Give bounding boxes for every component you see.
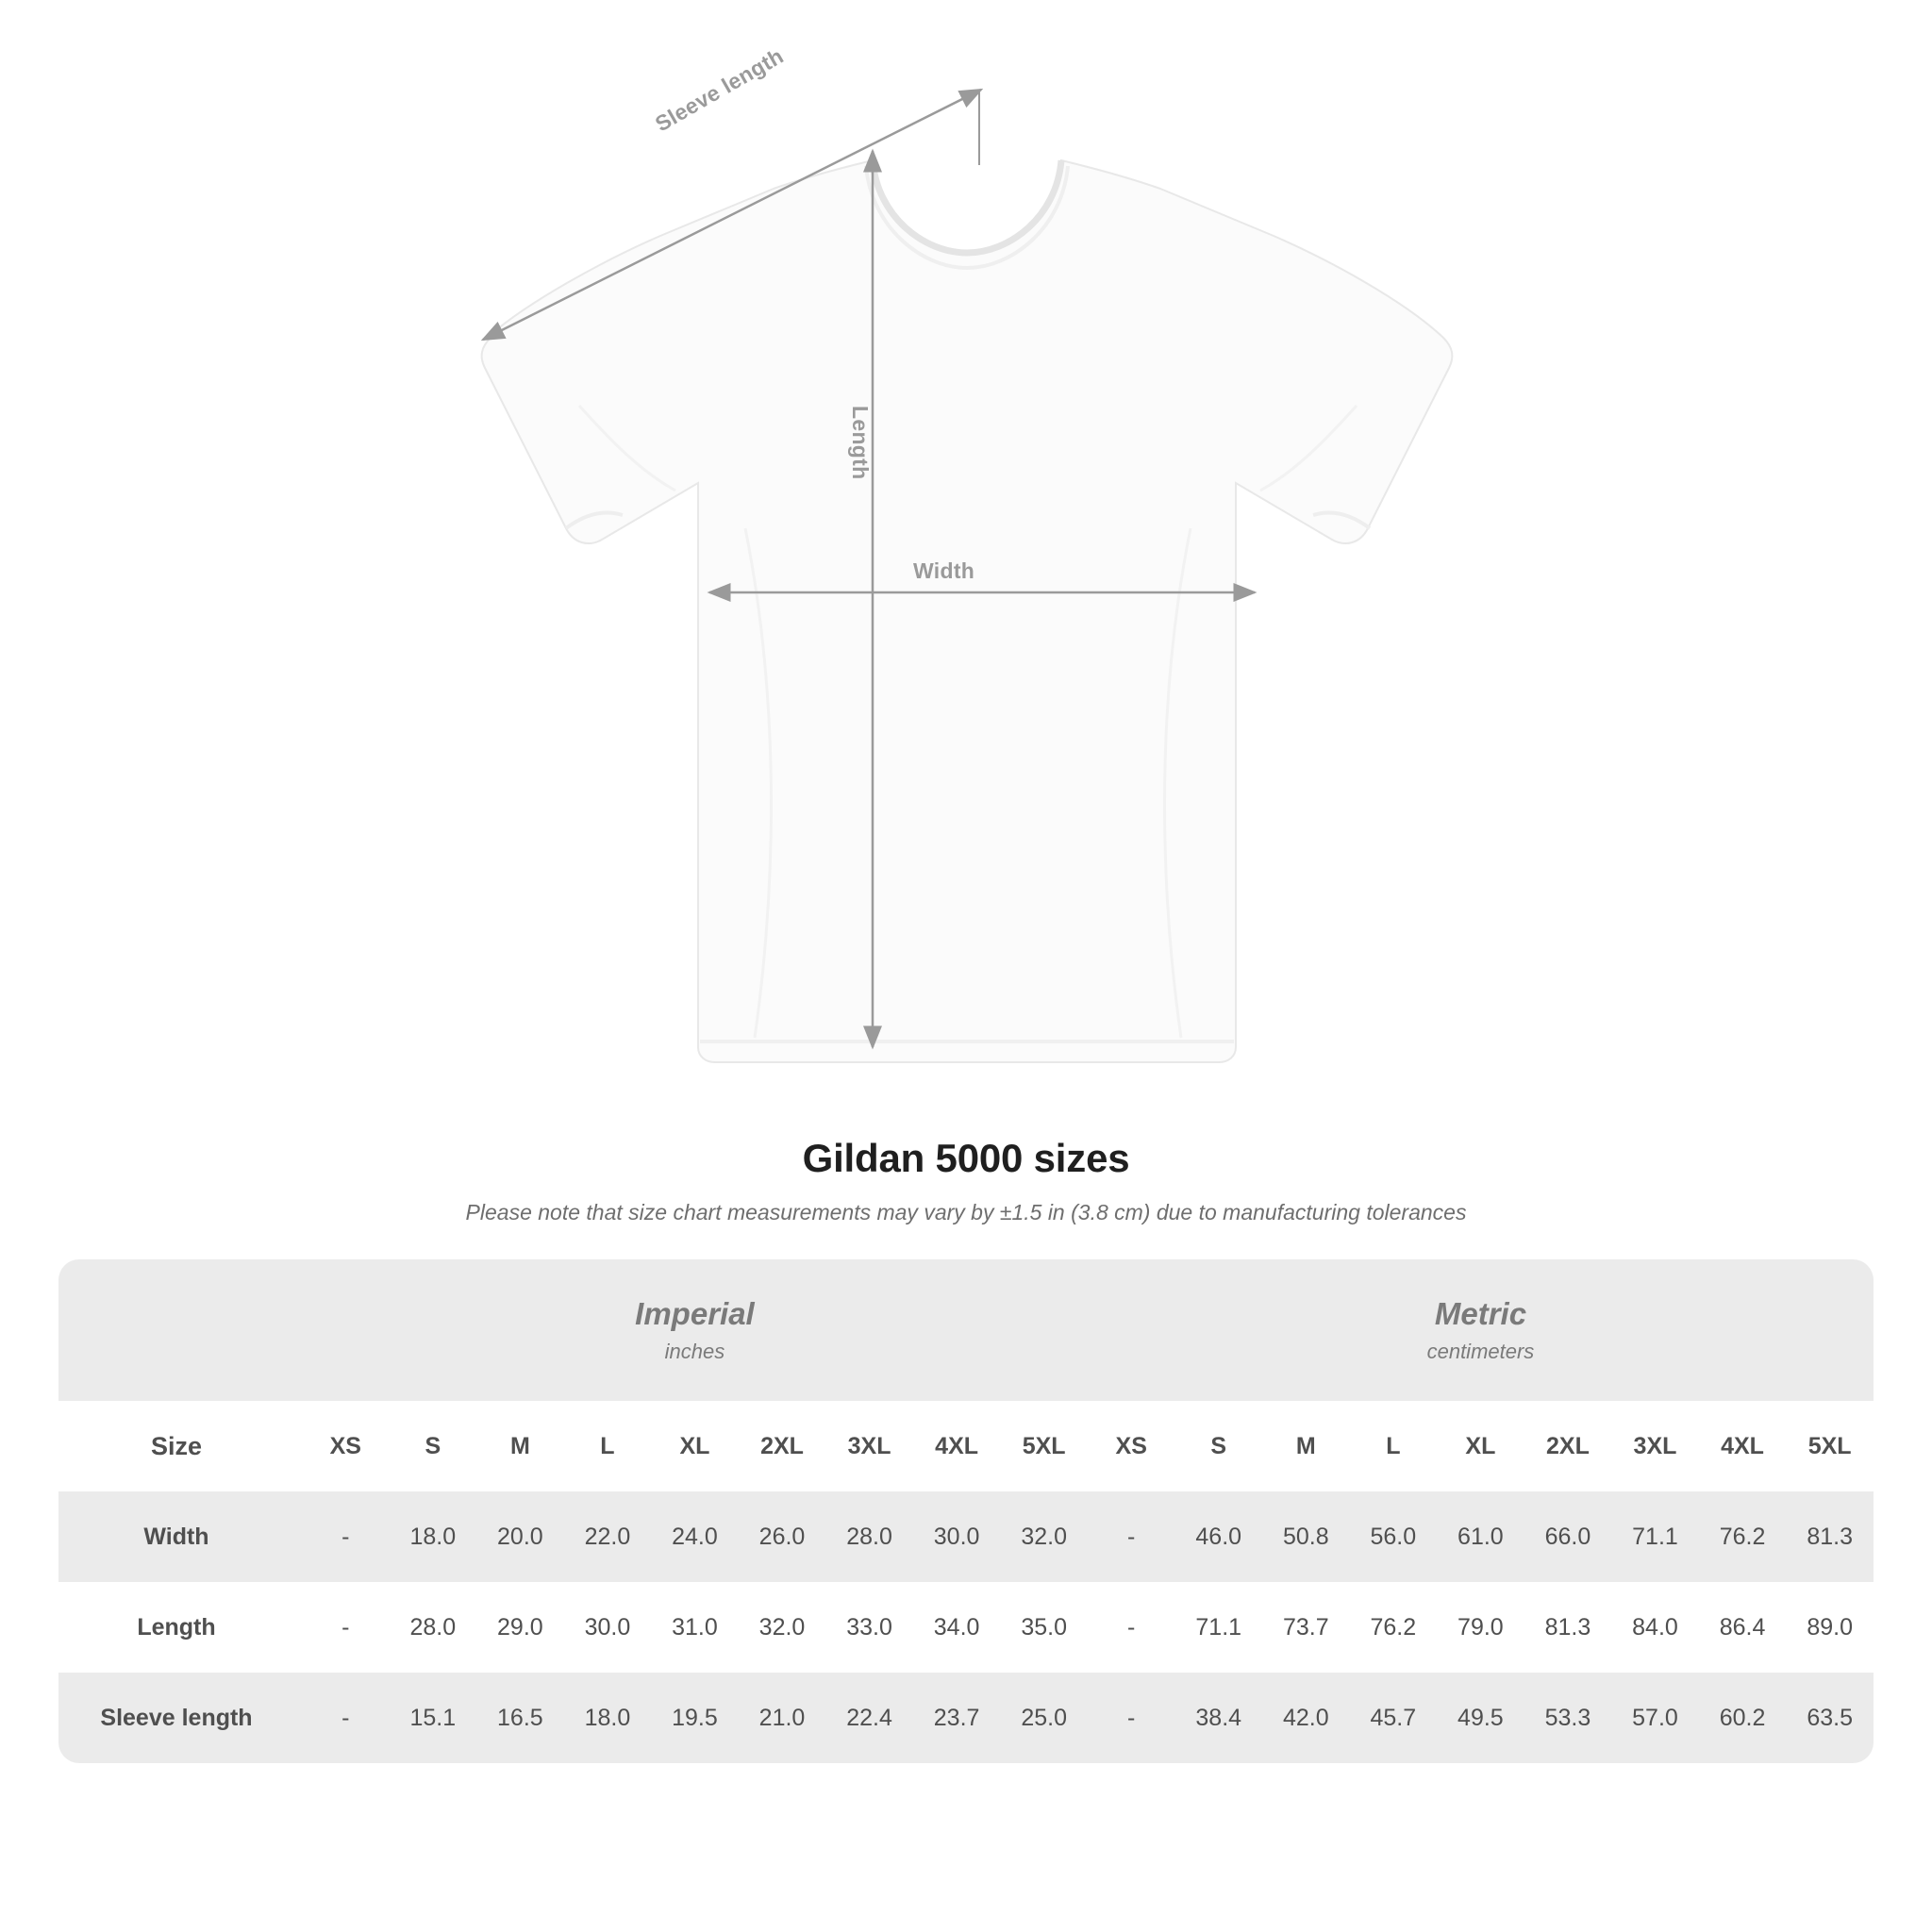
size-header-metric-l: L (1350, 1401, 1438, 1491)
size-header-metric-s: S (1174, 1401, 1262, 1491)
cell-length-imperial-2xl: 32.0 (739, 1582, 826, 1673)
size-header-metric-4xl: 4XL (1699, 1401, 1787, 1491)
size-header-imperial-m: M (476, 1401, 564, 1491)
unit-imperial (302, 1259, 1088, 1401)
cell-length-imperial-4xl: 34.0 (913, 1582, 1001, 1673)
cell-length-imperial-5xl: 35.0 (1000, 1582, 1088, 1673)
cell-sleeve-metric-5xl: 63.5 (1786, 1673, 1874, 1763)
unit-row-spacer2 (294, 1259, 302, 1401)
cell-width-imperial-xl: 24.0 (651, 1491, 739, 1582)
size-header-imperial-s: S (390, 1401, 477, 1491)
size-header-row (58, 1401, 1874, 1491)
unit-row-spacer (58, 1259, 294, 1401)
table-row (58, 1673, 1874, 1763)
cell-length-metric-4xl: 86.4 (1699, 1582, 1787, 1673)
cell-length-imperial-xl: 31.0 (651, 1582, 739, 1673)
size-header-metric-m: M (1262, 1401, 1350, 1491)
cell-length-metric-xs: - (1088, 1582, 1175, 1673)
cell-length-metric-3xl: 84.0 (1611, 1582, 1699, 1673)
cell-width-metric-xs: - (1088, 1491, 1175, 1582)
cell-length-metric-s: 71.1 (1174, 1582, 1262, 1673)
cell-length-imperial-m: 29.0 (476, 1582, 564, 1673)
size-header-imperial-4xl: 4XL (913, 1401, 1001, 1491)
page-title: Gildan 5000 sizes (802, 1136, 1130, 1180)
cell-sleeve-metric-2xl: 53.3 (1524, 1673, 1612, 1763)
cell-sleeve-metric-3xl: 57.0 (1611, 1673, 1699, 1763)
cell-width-imperial-xs: - (302, 1491, 390, 1582)
cell-sleeve-metric-xs: - (1088, 1673, 1175, 1763)
unit-metric-sub: centimeters (1426, 1340, 1535, 1363)
table-row (58, 1491, 1874, 1582)
row-spacer (294, 1673, 302, 1763)
width-label: Width (913, 558, 975, 583)
size-header-label: Size (58, 1401, 294, 1491)
tshirt-shape (482, 160, 1453, 1062)
cell-length-metric-xl: 79.0 (1437, 1582, 1524, 1673)
cell-sleeve-imperial-5xl: 25.0 (1000, 1673, 1088, 1763)
unit-metric (1088, 1259, 1874, 1401)
cell-width-imperial-4xl: 30.0 (913, 1491, 1001, 1582)
row-spacer (294, 1491, 302, 1582)
cell-sleeve-imperial-xs: - (302, 1673, 390, 1763)
cell-width-metric-xl: 61.0 (1437, 1491, 1524, 1582)
cell-sleeve-metric-m: 42.0 (1262, 1673, 1350, 1763)
cell-length-metric-5xl: 89.0 (1786, 1582, 1874, 1673)
cell-width-imperial-2xl: 26.0 (739, 1491, 826, 1582)
size-header-imperial-xl: XL (651, 1401, 739, 1491)
cell-length-imperial-xs: - (302, 1582, 390, 1673)
size-header-metric-2xl: 2XL (1524, 1401, 1612, 1491)
size-table-container (58, 1259, 1874, 1763)
row-spacer (294, 1582, 302, 1673)
cell-width-imperial-l: 22.0 (564, 1491, 652, 1582)
cell-sleeve-imperial-s: 15.1 (390, 1673, 477, 1763)
cell-length-metric-l: 76.2 (1350, 1582, 1438, 1673)
cell-length-metric-m: 73.7 (1262, 1582, 1350, 1673)
size-header-imperial-xs: XS (302, 1401, 390, 1491)
cell-width-metric-s: 46.0 (1174, 1491, 1262, 1582)
cell-sleeve-metric-l: 45.7 (1350, 1673, 1438, 1763)
cell-length-imperial-s: 28.0 (390, 1582, 477, 1673)
cell-sleeve-imperial-xl: 19.5 (651, 1673, 739, 1763)
cell-width-imperial-m: 20.0 (476, 1491, 564, 1582)
row-label-width: Width (58, 1491, 294, 1582)
cell-sleeve-metric-s: 38.4 (1174, 1673, 1262, 1763)
length-label: Length (848, 406, 873, 480)
size-row-spacer (294, 1401, 302, 1491)
size-header-imperial-3xl: 3XL (825, 1401, 913, 1491)
cell-width-metric-l: 56.0 (1350, 1491, 1438, 1582)
unit-imperial-sub: inches (664, 1340, 725, 1363)
cell-sleeve-metric-4xl: 60.2 (1699, 1673, 1787, 1763)
size-header-metric-xs: XS (1088, 1401, 1175, 1491)
cell-length-imperial-l: 30.0 (564, 1582, 652, 1673)
unit-header-row (58, 1259, 1874, 1401)
size-header-imperial-5xl: 5XL (1000, 1401, 1088, 1491)
cell-sleeve-imperial-m: 16.5 (476, 1673, 564, 1763)
cell-sleeve-imperial-4xl: 23.7 (913, 1673, 1001, 1763)
table-row (58, 1582, 1874, 1673)
cell-sleeve-metric-xl: 49.5 (1437, 1673, 1524, 1763)
cell-width-metric-4xl: 76.2 (1699, 1491, 1787, 1582)
cell-width-metric-2xl: 66.0 (1524, 1491, 1612, 1582)
cell-sleeve-imperial-l: 18.0 (564, 1673, 652, 1763)
size-header-imperial-l: L (564, 1401, 652, 1491)
cell-length-metric-2xl: 81.3 (1524, 1582, 1612, 1673)
size-header-imperial-2xl: 2XL (739, 1401, 826, 1491)
cell-width-imperial-3xl: 28.0 (825, 1491, 913, 1582)
size-header-metric-5xl: 5XL (1786, 1401, 1874, 1491)
title-block (0, 1136, 1932, 1225)
cell-width-metric-5xl: 81.3 (1786, 1491, 1874, 1582)
cell-width-imperial-5xl: 32.0 (1000, 1491, 1088, 1582)
unit-imperial-name: Imperial (635, 1296, 755, 1331)
unit-metric-name: Metric (1434, 1296, 1527, 1331)
size-header-metric-xl: XL (1437, 1401, 1524, 1491)
row-label-length: Length (58, 1582, 294, 1673)
row-label-sleeve-length: Sleeve length (58, 1673, 294, 1763)
tolerance-note: Please note that size chart measurements may vary by ±1.5 in (3.8 cm) due to manufacturing tolerances (465, 1200, 1467, 1224)
cell-sleeve-imperial-2xl: 21.0 (739, 1673, 826, 1763)
cell-width-metric-3xl: 71.1 (1611, 1491, 1699, 1582)
sleeve-length-label: Sleeve length (651, 42, 788, 137)
size-table (58, 1259, 1874, 1763)
cell-width-metric-m: 50.8 (1262, 1491, 1350, 1582)
cell-sleeve-imperial-3xl: 22.4 (825, 1673, 913, 1763)
cell-width-imperial-s: 18.0 (390, 1491, 477, 1582)
cell-length-imperial-3xl: 33.0 (825, 1582, 913, 1673)
size-header-metric-3xl: 3XL (1611, 1401, 1699, 1491)
